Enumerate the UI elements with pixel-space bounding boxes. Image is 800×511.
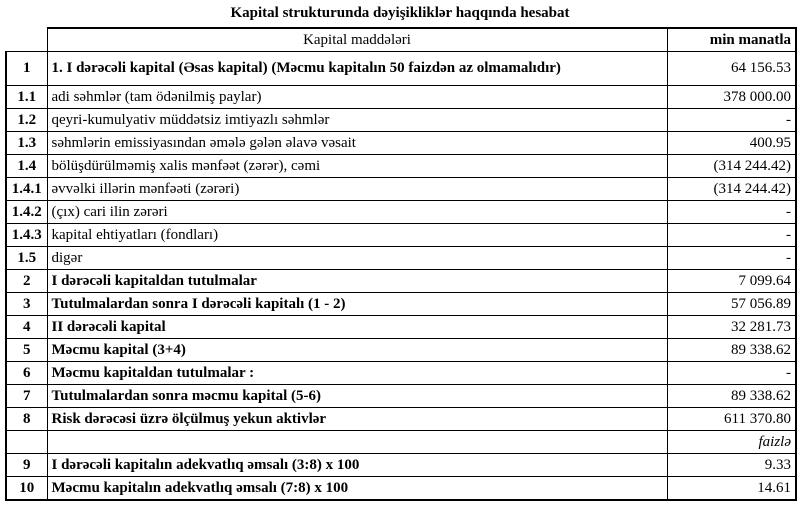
row-number: 3 — [6, 293, 47, 316]
row-value: 611 370.80 — [667, 408, 796, 431]
row-value: - — [667, 109, 796, 132]
row-number: 1.1 — [6, 86, 47, 109]
table-row — [6, 431, 796, 454]
row-value: - — [667, 224, 796, 247]
row-number: 2 — [6, 270, 47, 293]
row-number: 1.4.2 — [6, 201, 47, 224]
row-value: 32 281.73 — [667, 316, 796, 339]
row-label: kapital ehtiyatları (fondları) — [47, 224, 667, 247]
row-number: 5 — [6, 339, 47, 362]
table-row — [6, 201, 796, 224]
row-value: 89 338.62 — [667, 385, 796, 408]
row-value: - — [667, 247, 796, 270]
row-number: 1.2 — [6, 109, 47, 132]
report-title: Kapital strukturunda dəyişikliklər haqqında hesabat — [230, 5, 570, 21]
row-value: 57 056.89 — [667, 293, 796, 316]
header-items-label: Kapital maddələri — [47, 28, 667, 52]
row-number: 8 — [6, 408, 47, 431]
row-value: - — [667, 362, 796, 385]
row-number: 1.4.3 — [6, 224, 47, 247]
row-label: Məcmu kapitalın adekvatlıq əmsalı (7:8) x 100 — [47, 477, 667, 501]
row-number: 7 — [6, 385, 47, 408]
capital-structure-table — [5, 27, 797, 501]
row-label: I dərəcəli kapitaldan tutulmalar — [47, 270, 667, 293]
row-label — [47, 431, 667, 454]
table-row — [6, 270, 796, 293]
row-number: 4 — [6, 316, 47, 339]
row-value: 400.95 — [667, 132, 796, 155]
row-value: (314 244.42) — [667, 155, 796, 178]
row-number: 10 — [6, 477, 47, 501]
table-row — [6, 339, 796, 362]
table-row — [6, 132, 796, 155]
table-row — [6, 155, 796, 178]
row-label: səhmlərin emissiyasından əmələ gələn əlavə vəsait — [47, 132, 667, 155]
table-row — [6, 109, 796, 132]
table-row — [6, 52, 796, 86]
row-value: (314 244.42) — [667, 178, 796, 201]
table-row — [6, 408, 796, 431]
row-label: II dərəcəli kapital — [47, 316, 667, 339]
row-number: 1.4 — [6, 155, 47, 178]
row-label: 1. I dərəcəli kapital (Əsas kapital) (Məcmu kapitalın 50 faizdən az olmamalıdır) — [47, 52, 667, 86]
row-label: adi səhmlər (tam ödənilmiş paylar) — [47, 86, 667, 109]
table-row — [6, 477, 796, 501]
table-row — [6, 454, 796, 477]
table-body — [6, 52, 796, 501]
row-number: 1 — [6, 52, 47, 86]
table-row — [6, 316, 796, 339]
row-number: 1.4.1 — [6, 178, 47, 201]
row-number — [6, 431, 47, 454]
table-row — [6, 385, 796, 408]
row-label: (çıx) cari ilin zərəri — [47, 201, 667, 224]
row-label: I dərəcəli kapitalın adekvatlıq əmsalı (3:8) x 100 — [47, 454, 667, 477]
row-value: faizlə — [667, 431, 796, 454]
row-number: 9 — [6, 454, 47, 477]
table-row — [6, 86, 796, 109]
row-label: qeyri-kumulyativ müddətsiz imtiyazlı səhmlər — [47, 109, 667, 132]
row-value: - — [667, 201, 796, 224]
header-unit-label: min manatla — [667, 28, 796, 52]
header-empty-cell — [6, 28, 47, 52]
table-row — [6, 293, 796, 316]
row-value: 64 156.53 — [667, 52, 796, 86]
row-label: əvvəlki illərin mənfəəti (zərəri) — [47, 178, 667, 201]
table-row — [6, 247, 796, 270]
row-label: Tutulmalardan sonra I dərəcəli kapitalı (1 - 2) — [47, 293, 667, 316]
row-label: bölüşdürülməmiş xalis mənfəət (zərər), cəmi — [47, 155, 667, 178]
table-row — [6, 178, 796, 201]
row-value: 14.61 — [667, 477, 796, 501]
row-label: Risk dərəcəsi üzrə ölçülmuş yekun aktivlər — [47, 408, 667, 431]
row-number: 1.3 — [6, 132, 47, 155]
table-row — [6, 224, 796, 247]
row-label: Tutulmalardan sonra məcmu kapital (5-6) — [47, 385, 667, 408]
row-label: Məcmu kapital (3+4) — [47, 339, 667, 362]
row-label: Məcmu kapitaldan tutulmalar : — [47, 362, 667, 385]
row-value: 89 338.62 — [667, 339, 796, 362]
table-row — [6, 362, 796, 385]
header-row — [6, 28, 796, 52]
row-label: digər — [47, 247, 667, 270]
row-number: 1.5 — [6, 247, 47, 270]
row-number: 6 — [6, 362, 47, 385]
row-value: 378 000.00 — [667, 86, 796, 109]
row-value: 9.33 — [667, 454, 796, 477]
row-value: 7 099.64 — [667, 270, 796, 293]
